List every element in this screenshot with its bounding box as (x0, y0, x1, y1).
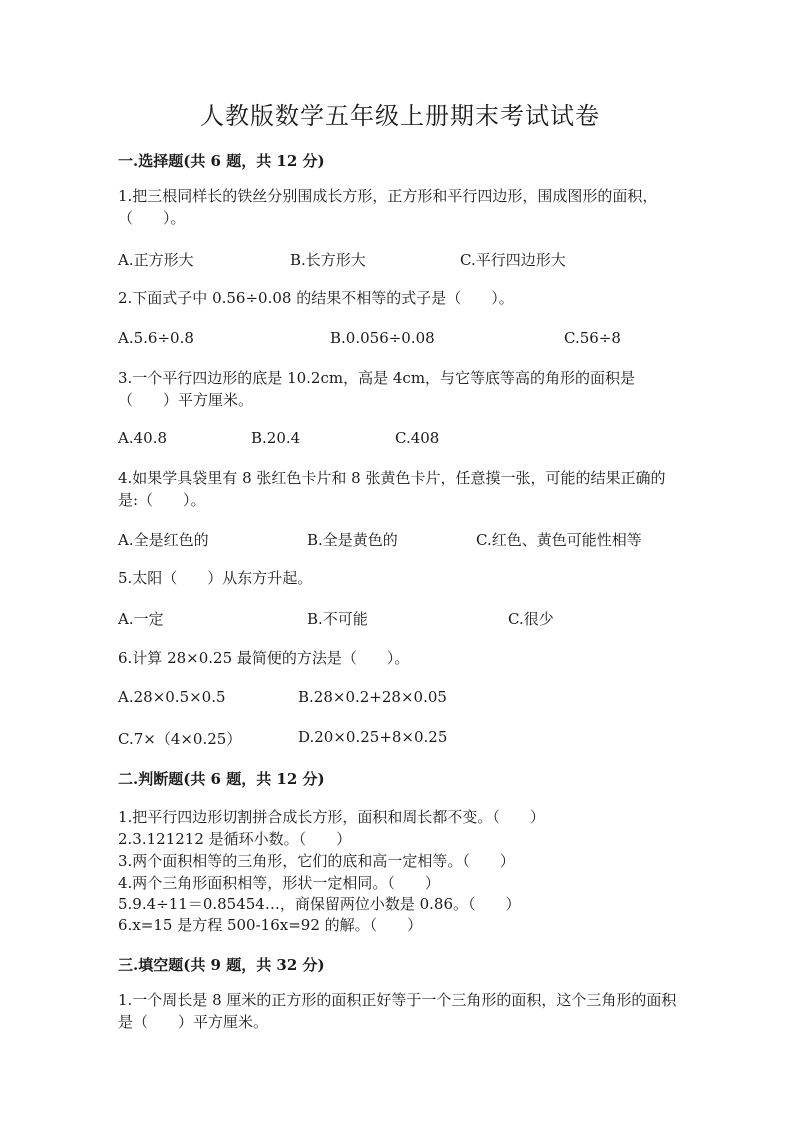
judge-item: 1.把平行四边形切割拼合成长方形，面积和周长都不变。（ ） (118, 808, 545, 826)
option-a: A.40.8 (118, 429, 167, 447)
option-a: A.5.6÷0.8 (118, 329, 194, 347)
option-a: A.全是红色的 (118, 531, 209, 549)
section-heading-fill: 三.填空题(共 9 题，共 32 分) (118, 956, 325, 974)
option-b: B.全是黄色的 (307, 531, 398, 549)
option-b: B.20.4 (251, 429, 301, 447)
question-text: 3.一个平行四边形的底是 10.2cm，高是 4cm，与它等底等高的角形的面积是（ ）平方厘米。 (118, 369, 636, 409)
option-b: B.28×0.2+28×0.05 (298, 688, 447, 706)
option-c: C.红色、黄色可能性相等 (476, 531, 642, 549)
judge-item: 2.3.121212 是循环小数。（ ） (118, 830, 352, 848)
question-text: 6.计算 28×0.25 最简便的方法是（ ）。 (118, 649, 410, 667)
question-text: 2.下面式子中 0.56÷0.08 的结果不相等的式子是（ ）。 (118, 289, 514, 307)
option-a: A.一定 (118, 610, 164, 628)
option-b: B.长方形大 (290, 251, 366, 269)
page-title: 人教版数学五年级上册期末考试试卷 (200, 102, 600, 130)
section-heading-judge: 二.判断题(共 6 题，共 12 分) (118, 770, 325, 788)
question-text: 1.一个周长是 8 厘米的正方形的面积正好等于一个三角形的面积，这个三角形的面积是（ ）平方厘米。 (118, 991, 677, 1031)
question-text: 5.太阳（ ）从东方升起。 (118, 569, 313, 587)
judge-item: 3.两个面积相等的三角形，它们的底和高一定相等。（ ） (118, 852, 515, 870)
judge-item: 4.两个三角形面积相等，形状一定相同。（ ） (118, 874, 440, 892)
option-c: C.408 (395, 429, 440, 447)
option-a: A.正方形大 (118, 251, 194, 269)
option-a: A.28×0.5×0.5 (118, 688, 226, 706)
judge-item: 5.9.4÷11＝0.85454…，商保留两位小数是 0.86。（ ） (118, 895, 521, 913)
option-d: D.20×0.25+8×0.25 (298, 728, 448, 746)
option-c: C.56÷8 (564, 329, 621, 347)
option-c: C.平行四边形大 (460, 251, 566, 269)
section-heading-choice: 一.选择题(共 6 题，共 12 分) (118, 152, 325, 170)
option-b: B.不可能 (307, 610, 368, 628)
option-c: C.很少 (508, 610, 554, 628)
judge-item: 6.x=15 是方程 500-16x=92 的解。（ ） (118, 916, 423, 934)
option-c: C.7×（4×0.25） (118, 730, 242, 748)
option-b: B.0.056÷0.08 (330, 329, 435, 347)
question-text: 4.如果学具袋里有 8 张红色卡片和 8 张黄色卡片，任意摸一张，可能的结果正确的是:（ ）。 (118, 469, 666, 509)
question-text: 1.把三根同样长的铁丝分别围成长方形，正方形和平行四边形，围成图形的面积，（ ）。 (118, 187, 658, 227)
